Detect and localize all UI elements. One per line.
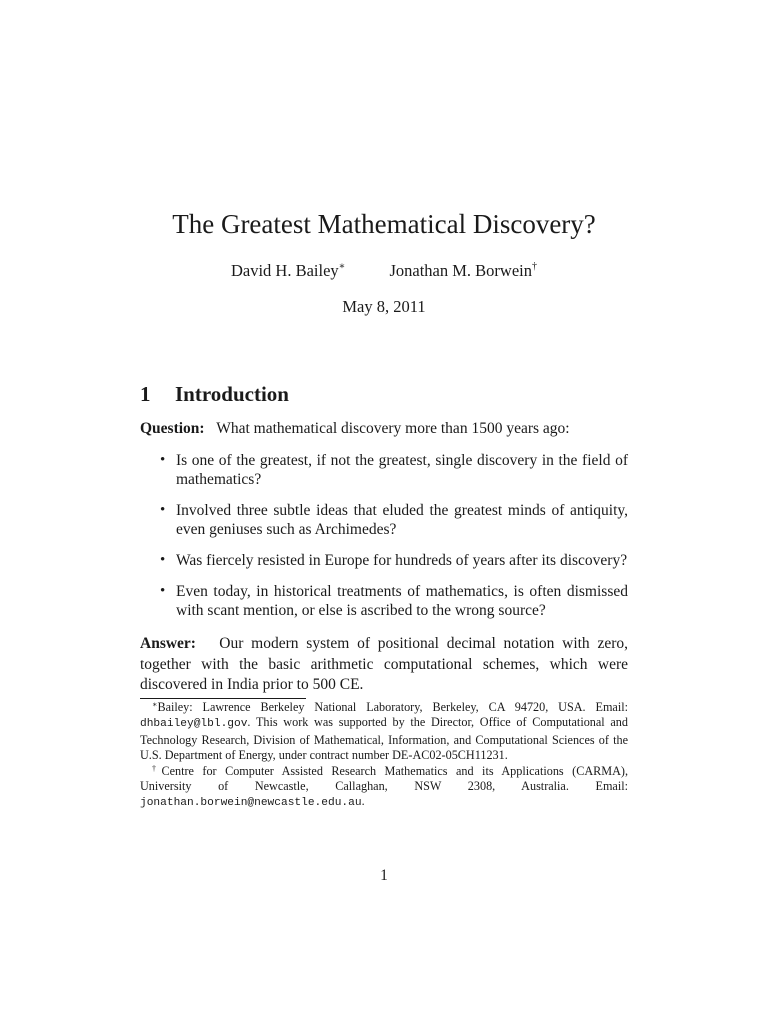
answer-paragraph xyxy=(140,634,628,696)
author-line xyxy=(0,260,768,282)
footnote-text: Centre for Computer Assisted Research Mathematics and its Applications (CARMA), University of Newcastle, Callaghan, NSW 2308, Australia. Email: xyxy=(140,763,628,794)
list-item xyxy=(160,451,628,489)
answer-label: Answer: xyxy=(140,635,196,652)
bullet-icon: • xyxy=(160,502,166,518)
footnote-text: Bailey: Lawrence Berkeley National Laboratory, Berkeley, CA 94720, USA. Email: xyxy=(157,700,628,714)
footnote-text: . xyxy=(361,794,365,809)
list-item-text: Was fiercely resisted in Europe for hundreds of years after its discovery? xyxy=(176,552,628,569)
bullet-icon: • xyxy=(160,452,166,468)
footnote-rule xyxy=(140,698,306,699)
question-paragraph xyxy=(140,419,628,439)
bullet-list xyxy=(160,451,628,632)
answer-text: Our modern system of positional decimal notation with zero, together with the basic arithmetic computational schemes, which were discovered in India prior to 500 CE. xyxy=(140,635,628,693)
page-number: 1 xyxy=(380,867,388,884)
email-borwein[interactable]: jonathan.borwein@newcastle.edu.au xyxy=(140,797,362,810)
author-footnote-mark: ∗ xyxy=(338,261,346,272)
list-item xyxy=(160,551,628,570)
list-item-text: Even today, in historical treatments of mathematics, is often dismissed with scant mention, or else is ascribed to the wrong source? xyxy=(176,583,628,619)
footnote-text: . This work was supported by the Director, Office of Computational and Technology Research, Division of Mathematical, Information, and Computational Sciences of the U.S. Department of Energy, under contract number DE-AC02-05CH11231. xyxy=(140,715,628,763)
email-bailey[interactable]: dhbailey@lbl.gov xyxy=(140,718,248,731)
question-label: Question: xyxy=(140,420,205,437)
list-item xyxy=(160,501,628,539)
author-footnote-mark: † xyxy=(532,261,537,272)
author-borwein xyxy=(389,260,537,282)
author-name: David H. Bailey xyxy=(230,261,339,280)
section-number: 1 xyxy=(140,382,151,406)
paper-title: The Greatest Mathematical Discovery? xyxy=(172,209,596,239)
footnotes xyxy=(140,700,628,812)
footnote-bailey xyxy=(140,700,628,764)
list-item xyxy=(160,582,628,620)
list-item-text: Is one of the greatest, if not the greatest, single discovery in the field of mathematics? xyxy=(176,452,628,488)
bullet-icon: • xyxy=(160,552,166,568)
list-item-text: Involved three subtle ideas that eluded the greatest minds of antiquity, even geniuses such as Archimedes? xyxy=(176,502,628,538)
author-name: Jonathan M. Borwein xyxy=(389,261,532,280)
footnote-borwein xyxy=(140,764,628,812)
author-bailey xyxy=(231,260,345,282)
footnote-mark: † xyxy=(152,763,162,773)
paper-date: May 8, 2011 xyxy=(342,297,426,316)
bullet-icon: • xyxy=(160,583,166,599)
section-heading xyxy=(140,380,289,408)
section-title: Introduction xyxy=(175,382,289,406)
footnote-mark: ∗ xyxy=(152,700,158,709)
question-text: What mathematical discovery more than 1500 years ago: xyxy=(216,420,570,437)
